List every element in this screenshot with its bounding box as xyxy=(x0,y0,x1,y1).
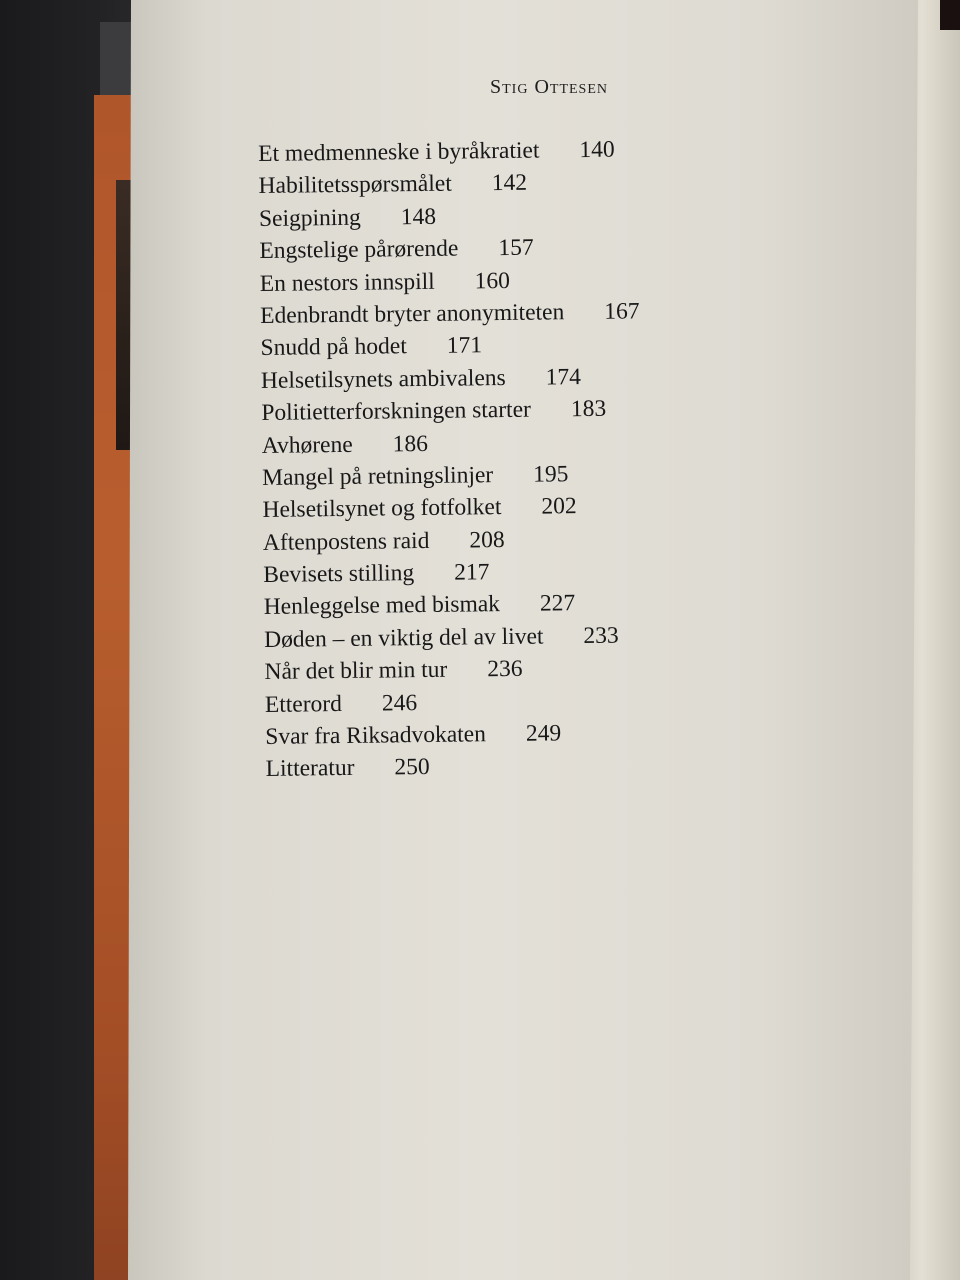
toc-entry-page: 142 xyxy=(491,170,528,197)
toc-entry-page: 140 xyxy=(579,136,615,164)
toc-entry xyxy=(260,295,640,332)
toc-entry-page: 236 xyxy=(487,656,523,683)
toc-entry xyxy=(265,684,645,721)
toc-entry xyxy=(263,522,643,559)
toc-entry-title: Edenbrandt bryter anonymiteten xyxy=(260,299,565,329)
toc-entry xyxy=(258,166,638,203)
toc-entry xyxy=(264,619,644,656)
toc-entry-title: Et medmenneske i byråkratiet xyxy=(258,137,540,167)
toc-entry-title: Engstelige pårørende xyxy=(259,235,459,265)
toc-entry xyxy=(261,392,641,429)
running-header-author: Stig Ottesen xyxy=(490,76,608,98)
toc-entry-page: 227 xyxy=(539,590,576,618)
toc-entry xyxy=(262,490,642,527)
toc-entry-title: Habilitetsspørsmålet xyxy=(258,171,452,200)
toc-entry-page: 208 xyxy=(469,526,505,554)
toc-entry-page: 186 xyxy=(392,430,429,457)
toc-entry-title: Helsetilsynet og fotfolket xyxy=(262,494,502,524)
toc-entry-page: 246 xyxy=(381,689,418,717)
toc-entry-title: Litteratur xyxy=(265,755,355,783)
toc-entry-title: Svar fra Riksadvokaten xyxy=(265,721,487,750)
toc-entry xyxy=(259,231,639,268)
toc-entry xyxy=(261,360,641,397)
toc-entry-title: Mangel på retningslinjer xyxy=(261,462,494,491)
toc-entry-page: 148 xyxy=(400,203,437,231)
toc-entry-title: Henleggelse med bismak xyxy=(263,591,501,621)
toc-entry-page: 171 xyxy=(446,332,483,360)
toc-entry-title: Når det blir min tur xyxy=(264,656,448,686)
toc-entry xyxy=(263,554,643,591)
toc-entry xyxy=(265,716,645,753)
toc-entry xyxy=(262,457,642,494)
toc-entry-title: Snudd på hodet xyxy=(260,333,407,362)
toc-entry-title: Helsetilsynets ambivalens xyxy=(260,364,506,394)
facing-cover-corner xyxy=(940,0,960,30)
toc-entry-title: Politietterforskningen starter xyxy=(261,396,532,427)
toc-entry-title: Aftenpostens raid xyxy=(262,527,430,556)
toc-entry-page: 157 xyxy=(498,234,534,262)
toc-entry-page: 233 xyxy=(583,622,619,649)
toc-entry-page: 183 xyxy=(570,395,607,423)
toc-entry-page: 160 xyxy=(474,267,511,294)
toc-entry-page: 174 xyxy=(545,363,582,391)
toc-entry xyxy=(264,652,644,689)
toc-entry-page: 195 xyxy=(533,461,569,488)
toc-entry xyxy=(264,587,644,624)
table-of-contents xyxy=(258,133,645,785)
toc-entry-page: 249 xyxy=(525,720,562,747)
toc-entry-title: En nestors innspill xyxy=(259,268,435,297)
toc-entry xyxy=(266,749,646,786)
toc-entry xyxy=(259,198,639,235)
toc-entry-page: 250 xyxy=(394,754,430,781)
toc-entry-title: Avhørene xyxy=(261,431,353,459)
toc-entry-title: Seigpining xyxy=(258,204,361,232)
toc-entry xyxy=(260,263,640,300)
toc-entry-title: Etterord xyxy=(264,690,343,718)
toc-entry xyxy=(260,328,640,365)
toc-entry-page: 217 xyxy=(453,559,490,586)
toc-entry-page: 202 xyxy=(541,493,577,520)
toc-entry-title: Døden – en viktig del av livet xyxy=(263,623,544,653)
toc-entry xyxy=(258,133,638,170)
toc-entry xyxy=(262,425,642,462)
toc-entry-title: Bevisets stilling xyxy=(263,560,415,589)
toc-entry-page: 167 xyxy=(604,298,640,325)
